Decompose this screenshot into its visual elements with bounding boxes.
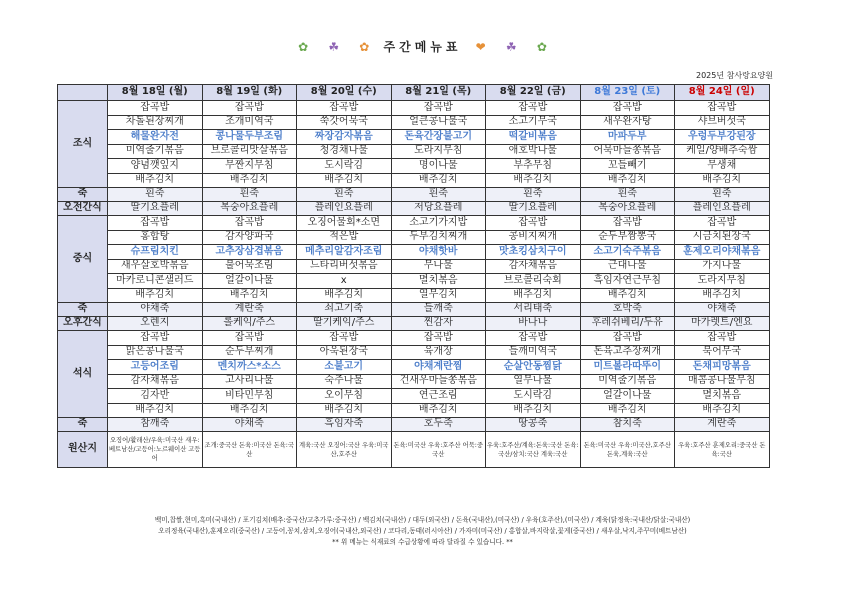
menu-item: 계란죽: [202, 303, 297, 317]
menu-item: 쑥갓어묵국: [297, 115, 392, 130]
menu-item: 소고기무국: [486, 115, 581, 130]
origin-cell: 돈육:미국산 우육:미국산,호주산 돈육,계육:국산: [580, 432, 675, 468]
menu-item: 참치죽: [580, 418, 675, 432]
menu-item: 야채죽: [202, 418, 297, 432]
menu-item: 흰죽: [297, 188, 392, 202]
category-label: 죽: [58, 303, 108, 317]
menu-row: [58, 144, 770, 159]
menu-item: 땅콩죽: [486, 418, 581, 432]
menu-item: 잡곡밥: [297, 101, 392, 116]
menu-item: 조개미역국: [202, 115, 297, 130]
menu-item: 호두죽: [391, 418, 486, 432]
menu-item: 배추김치: [108, 288, 203, 303]
menu-item: 부추무침: [486, 159, 581, 174]
menu-item: 후레쉬베리/두유: [580, 317, 675, 331]
menu-item: 고등어조림: [108, 360, 203, 375]
menu-item: 무나물: [391, 259, 486, 274]
menu-item: 새우살호박볶음: [108, 259, 203, 274]
menu-item: 배추김치: [297, 173, 392, 188]
menu-item: 마가렛트/엔요: [675, 317, 770, 331]
menu-item: 복숭아요플레: [580, 202, 675, 216]
origin-cell: 조개:중국산 돈육:미국산 돈육:국산: [202, 432, 297, 468]
menu-item: 어묵마늘쫑볶음: [580, 144, 675, 159]
menu-item: 돈채피망볶음: [675, 360, 770, 375]
origin-cell: 오징어/활래산/우육:미국산 새우:베트남산/고등어:노르웨이산 고등어: [108, 432, 203, 468]
menu-item: 짜장감자볶음: [297, 130, 392, 145]
menu-item: 잡곡밥: [486, 216, 581, 231]
origin-cell: 계육:국산 오징어:국산 우육:미국산,호주산: [297, 432, 392, 468]
origin-cell: 돈육:미국산 우육:호주산 어묵:중국산: [391, 432, 486, 468]
heart-icon: ❤: [475, 40, 486, 54]
menu-item: 느타리버섯볶음: [297, 259, 392, 274]
menu-item: 흰죽: [675, 188, 770, 202]
menu-item: 비타민무침: [202, 389, 297, 404]
menu-item: 훈제오리야채볶음: [675, 245, 770, 260]
menu-item: 김자반: [108, 389, 203, 404]
menu-item: 배추김치: [108, 403, 203, 418]
menu-item: 잡곡밥: [202, 101, 297, 116]
menu-item: 멘치까스*소스: [202, 360, 297, 375]
menu-item: 도라지무침: [675, 274, 770, 289]
menu-item: 새우완자탕: [580, 115, 675, 130]
menu-item: 잡곡밥: [486, 101, 581, 116]
menu-item: 숙주나물: [297, 374, 392, 389]
menu-item: 얼갈이나물: [580, 389, 675, 404]
weekly-menu-table: [57, 84, 770, 468]
menu-item: 바나나: [486, 317, 581, 331]
menu-item: 배추김치: [297, 288, 392, 303]
menu-item: 흑임자연근무침: [580, 274, 675, 289]
menu-item: 고추장삼겹볶음: [202, 245, 297, 260]
menu-item: 들깨죽: [391, 303, 486, 317]
menu-item: 잡곡밥: [486, 331, 581, 346]
menu-item: 잡곡밥: [675, 216, 770, 231]
menu-item: 잡곡밥: [108, 331, 203, 346]
menu-item: 소고기가지밥: [391, 216, 486, 231]
day-header-sunday: 8월 24일 (일): [675, 85, 770, 101]
menu-item: 멸치볶음: [675, 389, 770, 404]
menu-item: 잡곡밥: [108, 216, 203, 231]
menu-item: 마파두부: [580, 130, 675, 145]
header-corner: [58, 85, 108, 101]
menu-item: 무짠지무침: [202, 159, 297, 174]
flower-icon: ✿: [298, 40, 309, 54]
menu-item: 감자채볶음: [108, 374, 203, 389]
menu-item: 잡곡밥: [202, 331, 297, 346]
menu-item: 플레인요플레: [675, 202, 770, 216]
menu-item: 야채핫바: [391, 245, 486, 260]
menu-item: 배추김치: [675, 403, 770, 418]
category-label: 오후간식: [58, 317, 108, 331]
menu-item: 배추김치: [486, 288, 581, 303]
menu-item: 흰죽: [580, 188, 675, 202]
menu-item: 배추김치: [202, 288, 297, 303]
menu-item: 열무나물: [486, 374, 581, 389]
header-row: [58, 85, 770, 101]
menu-item: 야채계란찜: [391, 360, 486, 375]
menu-row: [58, 202, 770, 216]
menu-item: 매콤콩나물무침: [675, 374, 770, 389]
menu-item: 무생채: [675, 159, 770, 174]
menu-row: [58, 259, 770, 274]
menu-item: 떡갈비볶음: [486, 130, 581, 145]
menu-item: 배추김치: [202, 173, 297, 188]
menu-item: 배추김치: [202, 403, 297, 418]
menu-row: [58, 130, 770, 145]
menu-item: 배추김치: [580, 288, 675, 303]
menu-item: 샤브버섯국: [675, 115, 770, 130]
org-label: 2025년 참사랑요양원: [696, 71, 773, 80]
footer-line: 오리정육(국내산),훈제오리(중국산) / 고등어,꽁치,삼치,오징어(국내산,외국산) / 코다리,동태(러시아산) / 가자미(미국산) / 홍합살,바지락살,꽃게(중국산) / 새우살,낙지,주꾸미(베트남산): [158, 527, 687, 535]
menu-item: 플레인요플레: [297, 202, 392, 216]
menu-item: 배추김치: [580, 173, 675, 188]
menu-item: 호박죽: [580, 303, 675, 317]
menu-item: 흰죽: [391, 188, 486, 202]
category-label: 석식: [58, 331, 108, 418]
menu-item: 배추김치: [675, 173, 770, 188]
menu-item: 소불고기: [297, 360, 392, 375]
menu-item: 잡곡밥: [391, 331, 486, 346]
flower-icon: ✿: [536, 40, 547, 54]
menu-item: 얼갈이나물: [202, 274, 297, 289]
menu-item: 순두부짬뽕국: [580, 230, 675, 245]
flower-icon: ✿: [359, 40, 370, 54]
menu-item: 감자양파국: [202, 230, 297, 245]
origin-cell: 우육:호주산 훈제오리:중국산 돈육:국산: [675, 432, 770, 468]
tulip-icon: ☘: [505, 40, 517, 54]
menu-item: 잡곡밥: [391, 101, 486, 116]
menu-item: 두부김치찌개: [391, 230, 486, 245]
menu-item: 적은밥: [297, 230, 392, 245]
menu-row: [58, 101, 770, 116]
category-label: 오전간식: [58, 202, 108, 216]
origin-cell: 우육:호주산/계육:돈육:국산 돈육:국산/삼치:국산 계육:국산: [486, 432, 581, 468]
menu-item: 잡곡밥: [580, 216, 675, 231]
menu-item: 찐감자: [391, 317, 486, 331]
menu-item: 잡곡밥: [297, 331, 392, 346]
menu-row: [58, 403, 770, 418]
menu-item: 청경채나물: [297, 144, 392, 159]
menu-item: 건새우마늘쫑볶음: [391, 374, 486, 389]
menu-item: 감자채볶음: [486, 259, 581, 274]
menu-item: 서리태죽: [486, 303, 581, 317]
menu-row: [58, 274, 770, 289]
menu-item: 배추김치: [580, 403, 675, 418]
menu-item: 딸기케익/주스: [297, 317, 392, 331]
menu-item: 소고기숙주볶음: [580, 245, 675, 260]
menu-item: 근대나물: [580, 259, 675, 274]
menu-item: 콩비지찌개: [486, 230, 581, 245]
menu-item: 돈육고추장찌개: [580, 345, 675, 360]
category-label: 죽: [58, 418, 108, 432]
menu-item: 딸기요플레: [108, 202, 203, 216]
menu-row: [58, 374, 770, 389]
page-title: 주간메뉴표: [383, 40, 462, 54]
menu-item: 쇠고기죽: [297, 303, 392, 317]
menu-item: 케일/양배추숙쌈: [675, 144, 770, 159]
menu-item: 우렁두부강된장: [675, 130, 770, 145]
menu-item: 고사리나물: [202, 374, 297, 389]
menu-item: 흰죽: [108, 188, 203, 202]
menu-item: 오징어물회*소면: [297, 216, 392, 231]
menu-item: 북어무국: [675, 345, 770, 360]
menu-item: 브로콜리맛살볶음: [202, 144, 297, 159]
menu-item: 애호박나물: [486, 144, 581, 159]
day-header-saturday: 8월 23일 (토): [580, 85, 675, 101]
menu-item: 돈육간장불고기: [391, 130, 486, 145]
menu-item: 배추김치: [391, 403, 486, 418]
menu-item: 마카로니콘샐러드: [108, 274, 203, 289]
menu-item: 미역줄기볶음: [108, 144, 203, 159]
menu-item: 잡곡밥: [675, 331, 770, 346]
origin-row: [58, 432, 770, 468]
category-label: 중식: [58, 216, 108, 303]
menu-item: 배추김치: [486, 173, 581, 188]
day-header: 8월 18일 (월): [108, 85, 203, 101]
menu-item: 야채죽: [108, 303, 203, 317]
menu-item: 딸기요플레: [486, 202, 581, 216]
menu-item: 잡곡밥: [202, 216, 297, 231]
menu-item: 롤케익/주스: [202, 317, 297, 331]
menu-item: 맛초킹삼치구이: [486, 245, 581, 260]
menu-item: 홍합탕: [108, 230, 203, 245]
origin-footer: [0, 515, 845, 548]
menu-item: 들깨미역국: [486, 345, 581, 360]
menu-item: 순살안동찜닭: [486, 360, 581, 375]
day-header: 8월 20일 (수): [297, 85, 392, 101]
menu-item: 양념깻잎지: [108, 159, 203, 174]
menu-item: 미트볼라따뚜이: [580, 360, 675, 375]
menu-item: 아욱된장국: [297, 345, 392, 360]
menu-item: 미역줄기볶음: [580, 374, 675, 389]
day-header: 8월 22일 (금): [486, 85, 581, 101]
menu-item: 연근조림: [391, 389, 486, 404]
menu-item: 가지나물: [675, 259, 770, 274]
menu-item: x: [297, 274, 392, 289]
menu-row: [58, 245, 770, 260]
menu-row: [58, 159, 770, 174]
menu-item: 육개장: [391, 345, 486, 360]
menu-row: [58, 345, 770, 360]
menu-item: 저당요플레: [391, 202, 486, 216]
menu-item: 오렌지: [108, 317, 203, 331]
menu-row: [58, 331, 770, 346]
menu-item: 흰죽: [202, 188, 297, 202]
menu-row: [58, 360, 770, 375]
menu-row: [58, 288, 770, 303]
menu-item: 흑임자죽: [297, 418, 392, 432]
menu-item: 불어묵조림: [202, 259, 297, 274]
menu-item: 도시락김: [486, 389, 581, 404]
menu-item: 맑은콩나물국: [108, 345, 203, 360]
menu-item: 슈프림치킨: [108, 245, 203, 260]
menu-item: 차돌된장찌개: [108, 115, 203, 130]
menu-item: 멸치볶음: [391, 274, 486, 289]
menu-row: [58, 317, 770, 331]
category-label: 조식: [58, 101, 108, 188]
menu-item: 배추김치: [108, 173, 203, 188]
menu-item: 얼큰콩나물국: [391, 115, 486, 130]
menu-item: 열무김치: [391, 288, 486, 303]
menu-item: 잡곡밥: [108, 101, 203, 116]
menu-item: 배추김치: [486, 403, 581, 418]
menu-item: 해물완자전: [108, 130, 203, 145]
menu-item: 흰죽: [486, 188, 581, 202]
menu-row: [58, 303, 770, 317]
menu-item: 계란죽: [675, 418, 770, 432]
menu-item: 배추김치: [675, 288, 770, 303]
menu-item: 메추리알감자조림: [297, 245, 392, 260]
menu-item: 브로콜리숙회: [486, 274, 581, 289]
menu-item: 잡곡밥: [580, 101, 675, 116]
menu-row: [58, 418, 770, 432]
day-header: 8월 21일 (목): [391, 85, 486, 101]
menu-item: 복숭아요플레: [202, 202, 297, 216]
menu-row: [58, 216, 770, 231]
menu-row: [58, 188, 770, 202]
menu-item: 배추김치: [297, 403, 392, 418]
menu-item: 도라지무침: [391, 144, 486, 159]
menu-item: 순두부찌개: [202, 345, 297, 360]
menu-item: 잡곡밥: [580, 331, 675, 346]
menu-item: 도시락김: [297, 159, 392, 174]
menu-item: 오이무침: [297, 389, 392, 404]
category-label: 죽: [58, 188, 108, 202]
day-header: 8월 19일 (화): [202, 85, 297, 101]
menu-item: 콩나물두부조림: [202, 130, 297, 145]
menu-item: 잡곡밥: [675, 101, 770, 116]
menu-row: [58, 115, 770, 130]
menu-item: 꼬들빼기: [580, 159, 675, 174]
menu-row: [58, 389, 770, 404]
tulip-icon: ☘: [328, 40, 340, 54]
menu-item: 배추김치: [391, 173, 486, 188]
menu-item: 시금치된장국: [675, 230, 770, 245]
menu-row: [58, 230, 770, 245]
footer-note: ** 위 메뉴는 식재료의 수급상황에 따라 달라질 수 있습니다. **: [332, 538, 513, 546]
menu-title-row: [0, 38, 845, 55]
footer-line: 백미,찹쌀,현미,흑미(국내산) / 포기김치(배추:중국산/고추가루:중국산) / 백김치(국내산) / 대두(외국산) / 돈육(국내산),(미국산) / 우육(호주산),(미국산) / 계육(닭정육:국내산/닭살:국내산): [154, 516, 691, 524]
menu-item: 야채죽: [675, 303, 770, 317]
menu-row: [58, 173, 770, 188]
menu-item: 명이나물: [391, 159, 486, 174]
category-label: 원산지: [58, 432, 108, 468]
menu-item: 참깨죽: [108, 418, 203, 432]
